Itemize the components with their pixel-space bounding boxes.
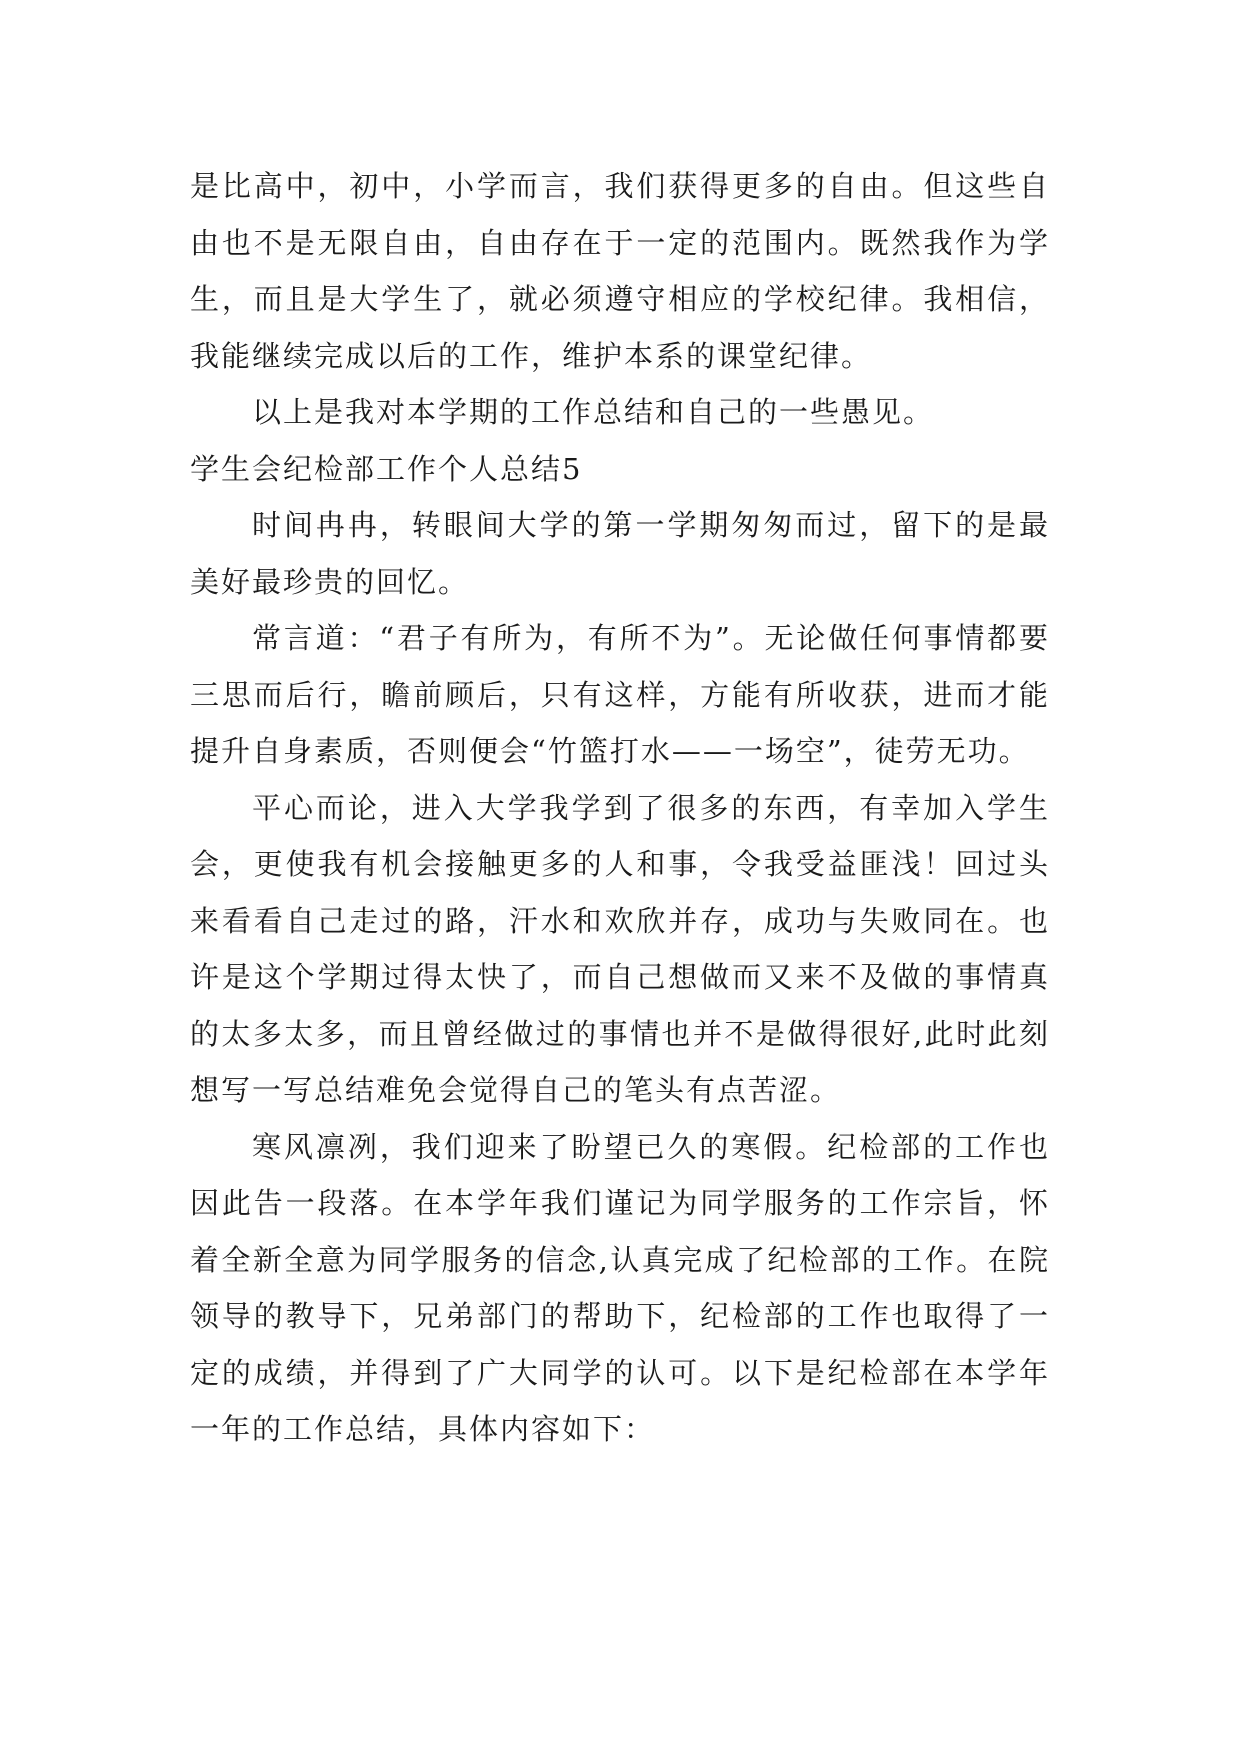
document-body: [190, 158, 1050, 1458]
paragraph: 以上是我对本学期的工作总结和自己的一些愚见。: [252, 395, 935, 429]
paragraph: 寒风凛冽，我们迎来了盼望已久的寒假。纪检部的工作也因此告一段落。在本学年我们谨记为同学服务的工作宗旨，怀着全新全意为同学服务的信念,认真完成了纪检部的工作。在院领导的教导下，兄弟部门的帮助下，纪检部的工作也取得了一定的成绩，并得到了广大同学的认可。以下是纪检部在本学年一年的工作总结，具体内容如下：: [190, 1129, 1050, 1446]
paragraph: 常言道：“君子有所为，有所不为”。无论做任何事情都要三思而后行，瞻前顾后，只有这样，方能有所收获，进而才能提升自身素质，否则便会“竹篮打水——一场空”，徒劳无功。: [190, 621, 1050, 768]
paragraph: 平心而论，进入大学我学到了很多的东西，有幸加入学生会，更使我有机会接触更多的人和事，令我受益匪浅！回过头来看看自己走过的路，汗水和欢欣并存，成功与失败同在。也许是这个学期过得太快了，而自己想做而又来不及做的事情真的太多太多，而且曾经做过的事情也并不是做得很好,此时此刻想写一写总结难免会觉得自己的笔头有点苦涩。: [190, 790, 1050, 1107]
paragraph-continued: 是比高中，初中，小学而言，我们获得更多的自由。但这些自由也不是无限自由，自由存在于一定的范围内。既然我作为学生，而且是大学生了，就必须遵守相应的学校纪律。我相信，我能继续完成以后的工作，维护本系的课堂纪律。: [190, 169, 1050, 373]
paragraph: 时间冉冉，转眼间大学的第一学期匆匆而过，留下的是最美好最珍贵的回忆。: [190, 508, 1050, 599]
section-heading: 学生会纪检部工作个人总结5: [190, 451, 583, 486]
